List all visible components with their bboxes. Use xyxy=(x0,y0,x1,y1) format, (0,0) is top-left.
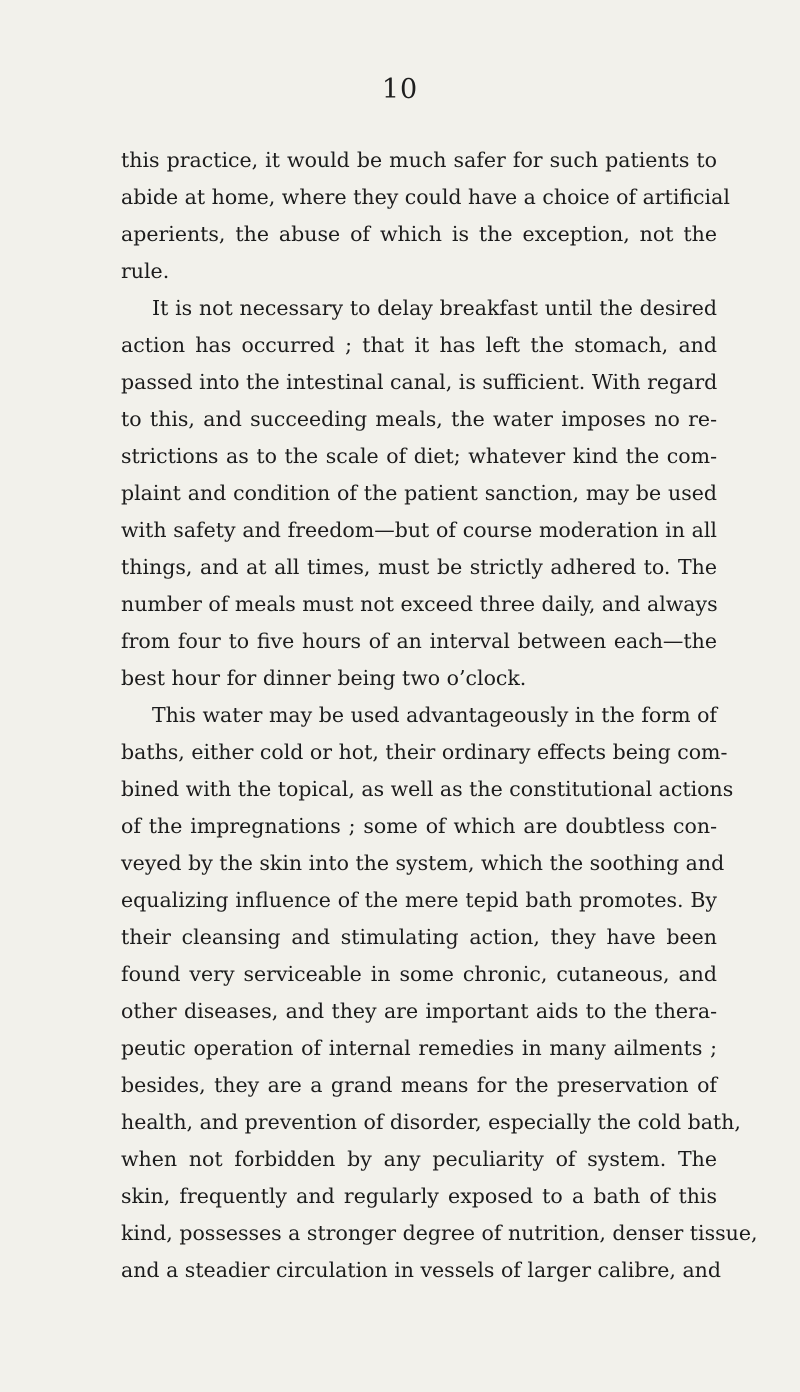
text-line: plaint and condition of the patient sanction, may be used xyxy=(121,481,717,505)
text-line: found very serviceable in some chronic, cutaneous, and xyxy=(121,962,717,986)
text-line: with safety and freedom—but of course moderation in all xyxy=(121,518,717,542)
text-line: this practice, it would be much safer for such patients to xyxy=(121,148,717,172)
text-line: aperients, the abuse of which is the exception, not the xyxy=(121,222,717,246)
text-line: other diseases, and they are important aids to the thera- xyxy=(121,999,717,1023)
text-line: abide at home, where they could have a choice of artificial xyxy=(121,185,730,209)
text-line: their cleansing and stimulating action, they have been xyxy=(121,925,717,949)
text-line: and a steadier circulation in vessels of larger calibre, and xyxy=(121,1258,721,1282)
text-line: peutic operation of internal remedies in many ailments ; xyxy=(121,1036,717,1060)
text-line: to this, and succeeding meals, the water imposes no re- xyxy=(121,407,717,431)
text-line: skin, frequently and regularly exposed to a bath of this xyxy=(121,1184,717,1208)
text-line: things, and at all times, must be strictly adhered to. The xyxy=(121,555,717,579)
text-line: baths, either cold or hot, their ordinary effects being com- xyxy=(121,740,728,764)
text-line: kind, possesses a stronger degree of nutrition, denser tissue, xyxy=(121,1221,758,1245)
text-line: action has occurred ; that it has left the stomach, and xyxy=(121,333,717,357)
text-line: number of meals must not exceed three daily, and always xyxy=(121,592,718,616)
text-line: health, and prevention of disorder, especially the cold bath, xyxy=(121,1110,741,1134)
body-text xyxy=(121,142,758,1289)
text-line: best hour for dinner being two o’clock. xyxy=(121,666,527,690)
text-line: veyed by the skin into the system, which the soothing and xyxy=(121,851,725,875)
text-line: bined with the topical, as well as the constitutional actions xyxy=(121,777,734,801)
text-line: equalizing influence of the mere tepid bath promotes. By xyxy=(121,888,717,912)
page-number: 10 xyxy=(381,74,419,105)
text-line: besides, they are a grand means for the preservation of xyxy=(121,1073,717,1097)
text-line: when not forbidden by any peculiarity of system. The xyxy=(121,1147,717,1171)
text-line: passed into the intestinal canal, is sufficient. With regard xyxy=(121,370,718,394)
text-line: from four to five hours of an interval between each—the xyxy=(121,629,717,653)
text-line: It is not necessary to delay breakfast until the desired xyxy=(152,296,717,320)
text-line: rule. xyxy=(121,259,170,283)
text-line: strictions as to the scale of diet; whatever kind the com- xyxy=(121,444,717,468)
text-line: of the impregnations ; some of which are doubtless con- xyxy=(121,814,717,838)
text-line: This water may be used advantageously in the form of xyxy=(152,703,717,727)
